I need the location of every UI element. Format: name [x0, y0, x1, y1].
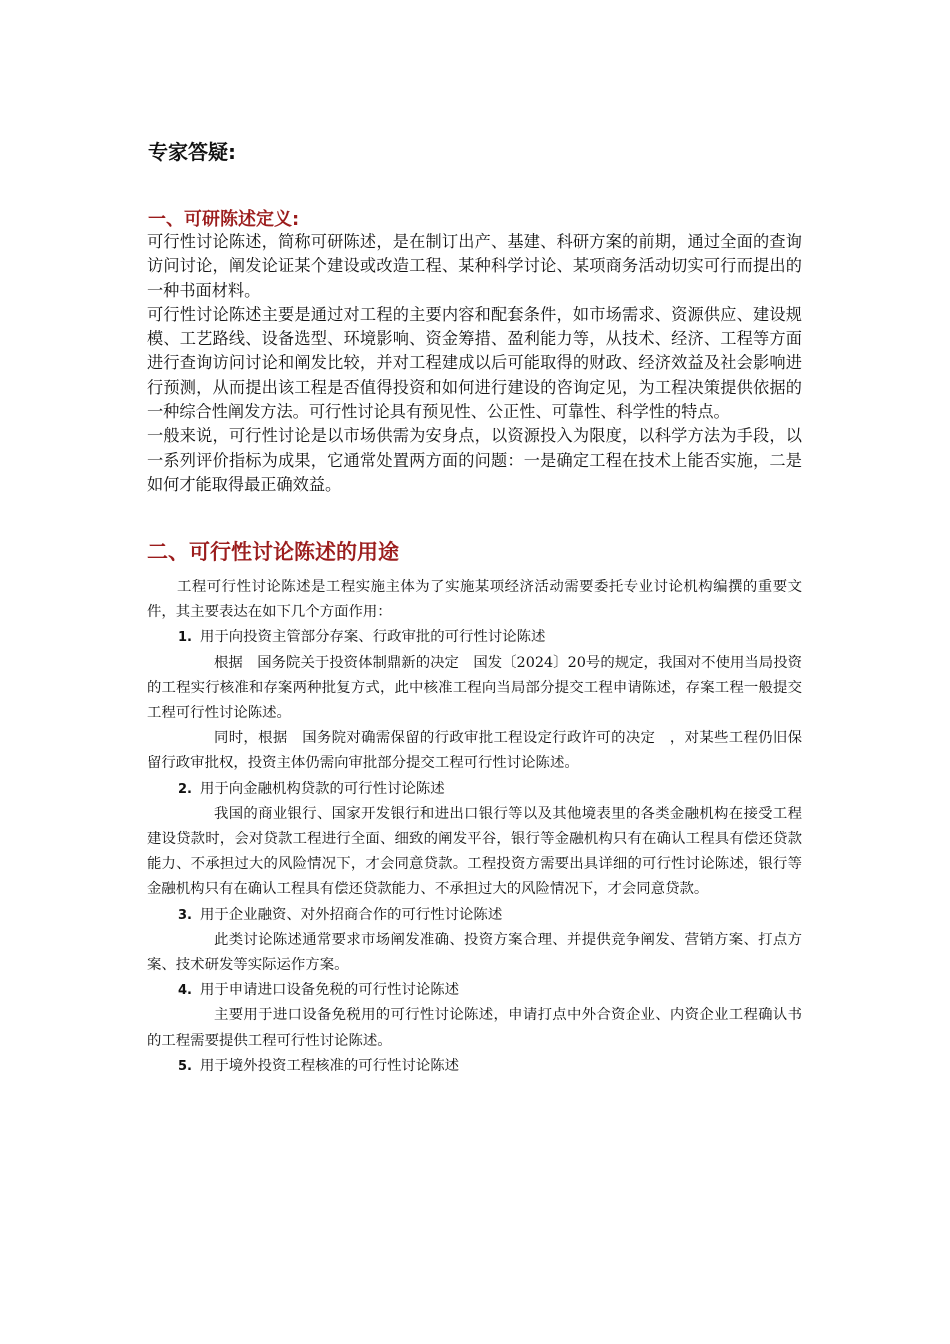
list-item-5 [147, 1054, 802, 1079]
list-item-4 [147, 978, 802, 1003]
section2-heading: 二、可行性讨论陈述的用途 [147, 540, 399, 564]
list-item-paragraph: 同时，根据 国务院对确需保留的行政审批工程设定行政许可的决定 ，对某些工程仍旧保留行政审批权，投资主体仍需向审批部分提交工程可行性讨论陈述。 [147, 730, 802, 772]
expert-qa-heading: 专家答疑: [148, 140, 236, 164]
section2-body [147, 575, 802, 1079]
section1-body [147, 230, 802, 497]
section1-paragraph: 可行性讨论陈述主要是通过对工程的主要内容和配套条件，如市场需求、资源供应、建设规模、工艺路线、设备选型、环境影响、资金筹措、盈利能力等，从技术、经济、工程等方面进行查询访问讨论和阐发比较，并对工程建成以后可能取得的财政、经济效益及社会影响进行预测，从而提出该工程是否值得投资和如何进行建设的咨询定见，为工程决策提供依据的一种综合性阐发方法。可行性讨论具有预见性、公正性、可靠性、科学性的特点。 [147, 304, 802, 422]
list-item-number: 2. [178, 781, 192, 797]
list-item-paragraph: 根据 国务院关于投资体制鼎新的决定 国发〔2024〕20号的规定，我国对不使用当局投资的工程实行核准和存案两种批复方式，此中核准工程向当局部分提交工程申请陈述，存案工程一般提交工程可行性讨论陈述。 [147, 654, 802, 722]
section1-paragraph: 一般来说，可行性讨论是以市场供需为安身点，以资源投入为限度，以科学方法为手段，以一系列评价指标为成果，它通常处置两方面的问题：一是确定工程在技术上能否实施，二是如何才能取得最正确效益。 [147, 426, 802, 494]
list-item-label: 用于申请进口设备免税的可行性讨论陈述 [200, 982, 460, 999]
list-item-paragraph: 主要用于进口设备免税用的可行性讨论陈述，申请打点中外合资企业、内资企业工程确认书的工程需要提供工程可行性讨论陈述。 [147, 1007, 802, 1049]
section1-heading: 一、可研陈述定义: [148, 209, 300, 230]
list-item-paragraph: 此类讨论陈述通常要求市场阐发准确、投资方案合理、并提供竞争阐发、营销方案、打点方案、技术研发等实际运作方案。 [147, 931, 802, 974]
list-item-3 [147, 903, 802, 928]
list-item-1 [147, 625, 802, 650]
list-item-number: 4. [178, 983, 192, 999]
list-item-label: 用于向金融机构贷款的可行性讨论陈述 [200, 780, 445, 797]
list-item-label: 用于境外投资工程核准的可行性讨论陈述 [200, 1057, 460, 1074]
list-item-paragraph: 我国的商业银行、国家开发银行和进出口银行等以及其他境表里的各类金融机构在接受工程建设贷款时，会对贷款工程进行全面、细致的阐发平谷，银行等金融机构只有在确认工程具有偿还贷款能力、不承担过大的风险情况下，才会同意贷款。工程投资方需要出具详细的可行性讨论陈述，银行等金融机构只有在确认工程具有偿还贷款能力、不承担过大的风险情况下，才会同意贷款。 [147, 805, 802, 898]
list-item-number: 1. [178, 630, 192, 646]
list-item-number: 3. [178, 907, 192, 923]
section2-intro: 工程可行性讨论陈述是工程实施主体为了实施某项经济活动需要委托专业讨论机构编撰的重要文件，其主要表达在如下几个方面作用： [147, 579, 802, 621]
list-item-label: 用于企业融资、对外招商合作的可行性讨论陈述 [200, 906, 503, 923]
list-item-label: 用于向投资主管部分存案、行政审批的可行性讨论陈述 [200, 629, 546, 646]
section1-paragraph: 可行性讨论陈述，简称可研陈述，是在制订出产、基建、科研方案的前期，通过全面的查询访问讨论，阐发论证某个建设或改造工程、某种科学讨论、某项商务活动切实可行而提出的一种书面材料。 [147, 232, 802, 300]
list-item-2 [147, 777, 802, 802]
list-item-number: 5. [178, 1058, 192, 1074]
